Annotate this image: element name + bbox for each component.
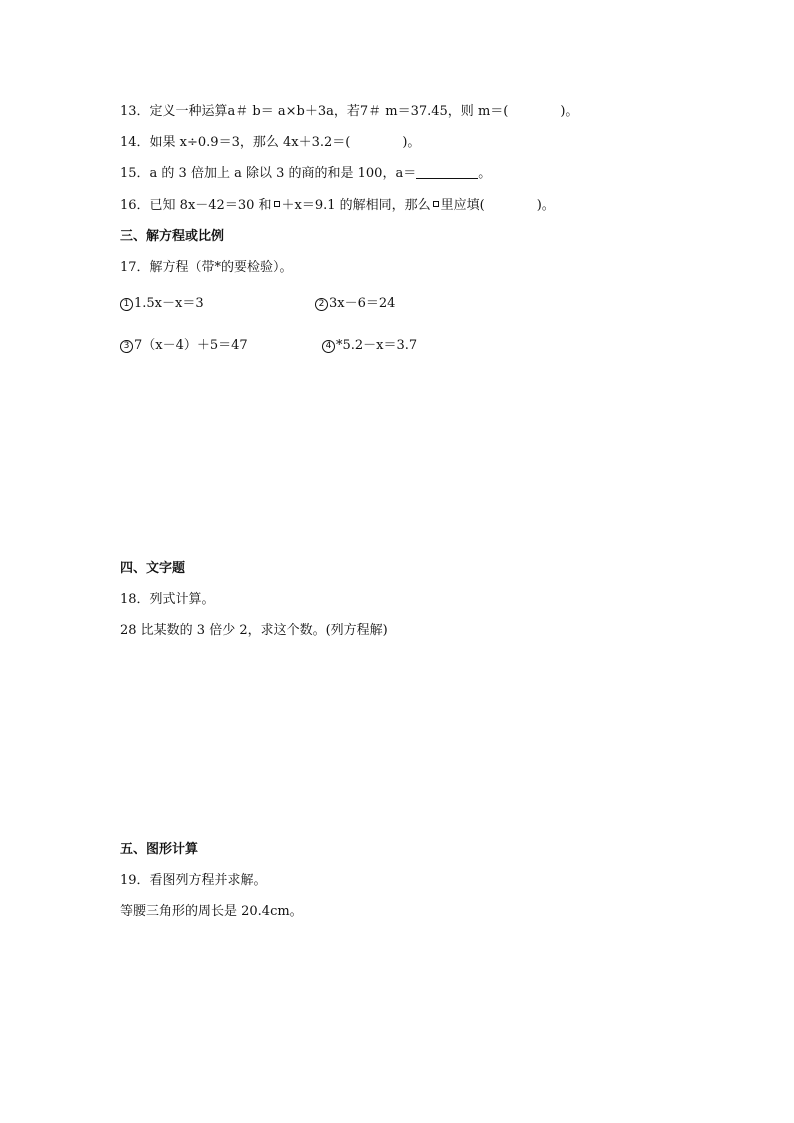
question-16-middle: ＋x＝9.1 的解相同，那么 xyxy=(281,198,431,213)
equation-2 xyxy=(315,295,395,313)
question-15-text: 15．a 的 3 倍加上 a 除以 3 的商的和是 100，a＝ xyxy=(120,166,417,181)
equation-4-text: *5.2－x＝3.7 xyxy=(336,338,418,353)
question-19-text: 等腰三角形的周长是 20.4cm。 xyxy=(120,904,303,919)
question-16 xyxy=(120,197,555,215)
question-17-prompt: 17．解方程（带*的要检验）。 xyxy=(120,260,293,275)
question-18-text: 28 比某数的 3 倍少 2，求这个数。(列方程解) xyxy=(120,623,388,638)
question-16-text: 16．已知 8x－42＝30 和 xyxy=(120,198,272,213)
circled-number: 3 xyxy=(120,340,133,353)
answer-blank[interactable] xyxy=(416,165,478,179)
equation-3 xyxy=(120,337,248,355)
equation-1-text: 1.5x－x＝3 xyxy=(134,296,204,311)
question-13: 13．定义一种运算a＃ b＝ a×b＋3a，若7＃ m＝37.45，则 m＝( )。 xyxy=(120,104,579,119)
question-16-end: 里应填( )。 xyxy=(440,198,555,213)
section-5-heading: 五、图形计算 xyxy=(120,842,199,857)
circled-number: 1 xyxy=(120,298,133,311)
equation-2-text: 3x－6＝24 xyxy=(329,296,396,311)
section-4-heading: 四、文字题 xyxy=(120,561,186,576)
box-placeholder-icon xyxy=(274,201,280,207)
question-14: 14．如果 x÷0.9＝3，那么 4x＋3.2＝( )。 xyxy=(120,135,421,150)
question-19-prompt: 19．看图列方程并求解。 xyxy=(120,873,267,888)
question-15 xyxy=(120,165,491,183)
question-15-end: 。 xyxy=(478,166,492,181)
equation-4 xyxy=(322,337,417,355)
equation-1 xyxy=(120,295,204,313)
box-placeholder-icon xyxy=(433,201,439,207)
equation-3-text: 7（x－4）＋5＝47 xyxy=(134,338,248,353)
circled-number: 2 xyxy=(315,298,328,311)
question-18-prompt: 18．列式计算。 xyxy=(120,592,215,607)
section-3-heading: 三、解方程或比例 xyxy=(120,229,225,244)
circled-number: 4 xyxy=(322,340,335,353)
